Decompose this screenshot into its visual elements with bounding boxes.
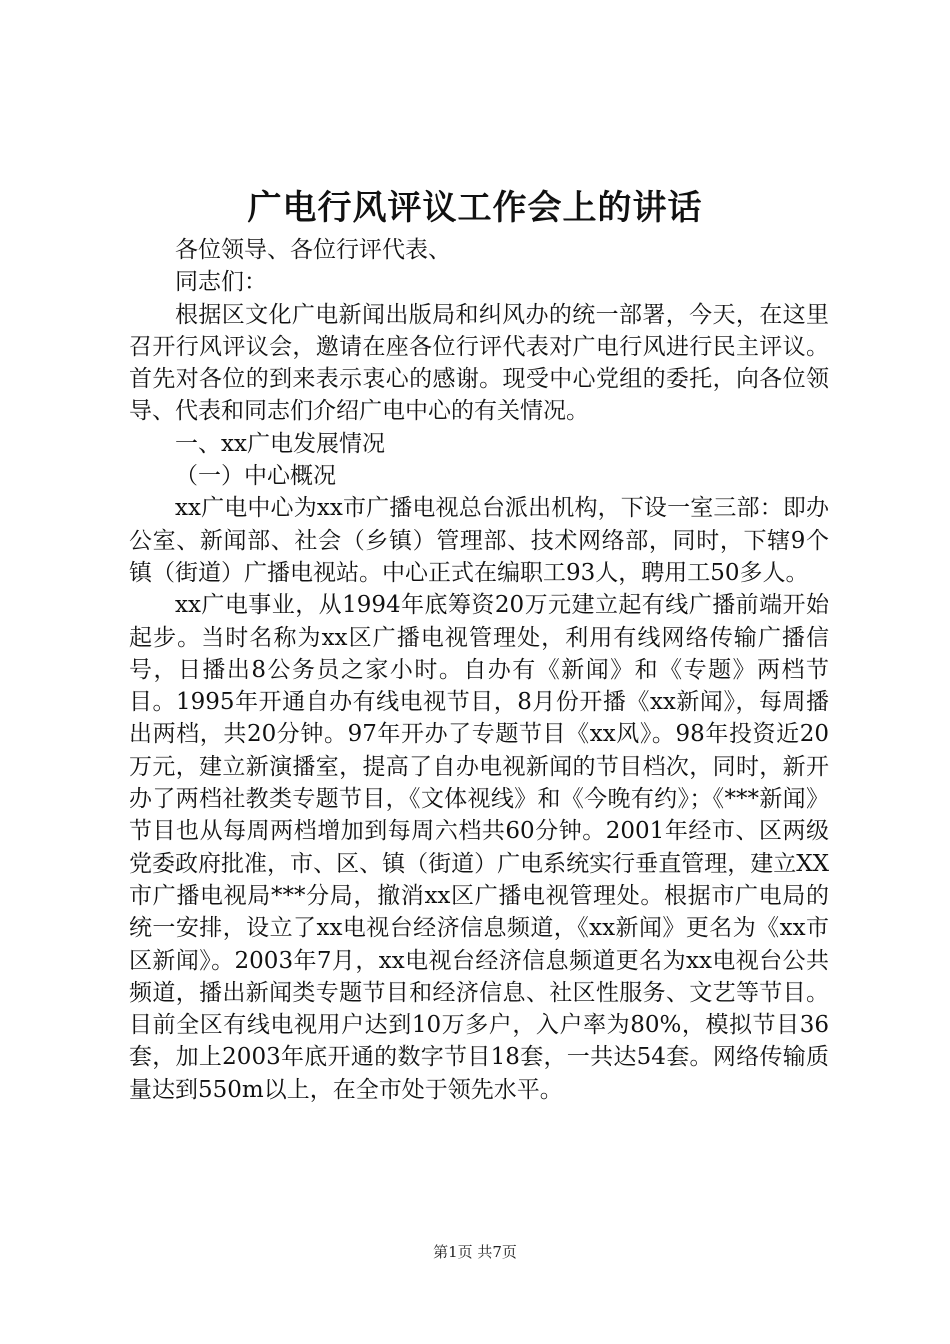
subsection-heading: （一）中心概况 <box>175 463 336 490</box>
section-heading: 一、xx广电发展情况 <box>175 430 385 457</box>
salutation-line: 同志们： <box>175 269 267 296</box>
body-paragraph: 根据区文化广电新闻出版局和纠风办的统一部署，今天，在这里召开行风评议会，邀请在座各位行评代表对广电行风进行民主评议。首先对各位的到来表示衷心的感谢。现受中心党组的委托，向各位领导、代表和同志们介绍广电中心的有关情况。 <box>129 301 829 425</box>
document-title: 广电行风评议工作会上的讲话 <box>247 188 703 228</box>
body-paragraph: xx广电中心为xx市广播电视总台派出机构，下设一室三部：即办公室、新闻部、社会（乡镇）管理部、技术网络部，同时，下辖9个镇（街道）广播电视站。中心正式在编职工93人，聘用工50多人。 <box>129 495 829 586</box>
page-number-footer: 第1页 共7页 <box>433 1243 517 1261</box>
salutation-line: 各位领导、各位行评代表、 <box>175 237 451 263</box>
body-paragraph: xx广电事业，从1994年底筹资20万元建立起有线广播前端开始起步。当时名称为xx区广播电视管理处，利用有线网络传输广播信号，日播出8公务员之家小时。自办有《新闻》和《专题》两档节目。1995年开通自办有线电视节目，8月份开播《xx新闻》，每周播出两档，共20分钟。97年开办了专题节目《xx风》。98年投资近20万元，建立新演播室，提高了自办电视新闻的节目档次，同时，新开办了两档社教类专题节目，《文体视线》和《今晚有约》；《***新闻》节目也从每周两档增加到每周六档共60分钟。2001年经市、区两级党委政府批准，市、区、镇（街道）广电系统实行垂直管理，建立XX市广播电视局***分局，撤消xx区广播电视管理处。根据市广电局的统一安排，设立了xx电视台经济信息频道，《xx新闻》更名为《xx市区新闻》。2003年7月，xx电视台经济信息频道更名为xx电视台公共频道，播出新闻类专题节目和经济信息、社区性服务、文艺等节目。目前全区有线电视用户达到10万多户，入户率为80%，模拟节目36套，加上2003年底开通的数字节目18套，一共达54套。网络传输质量达到550m以上，在全市处于领先水平。 <box>129 592 829 1103</box>
document-body <box>129 234 829 1106</box>
